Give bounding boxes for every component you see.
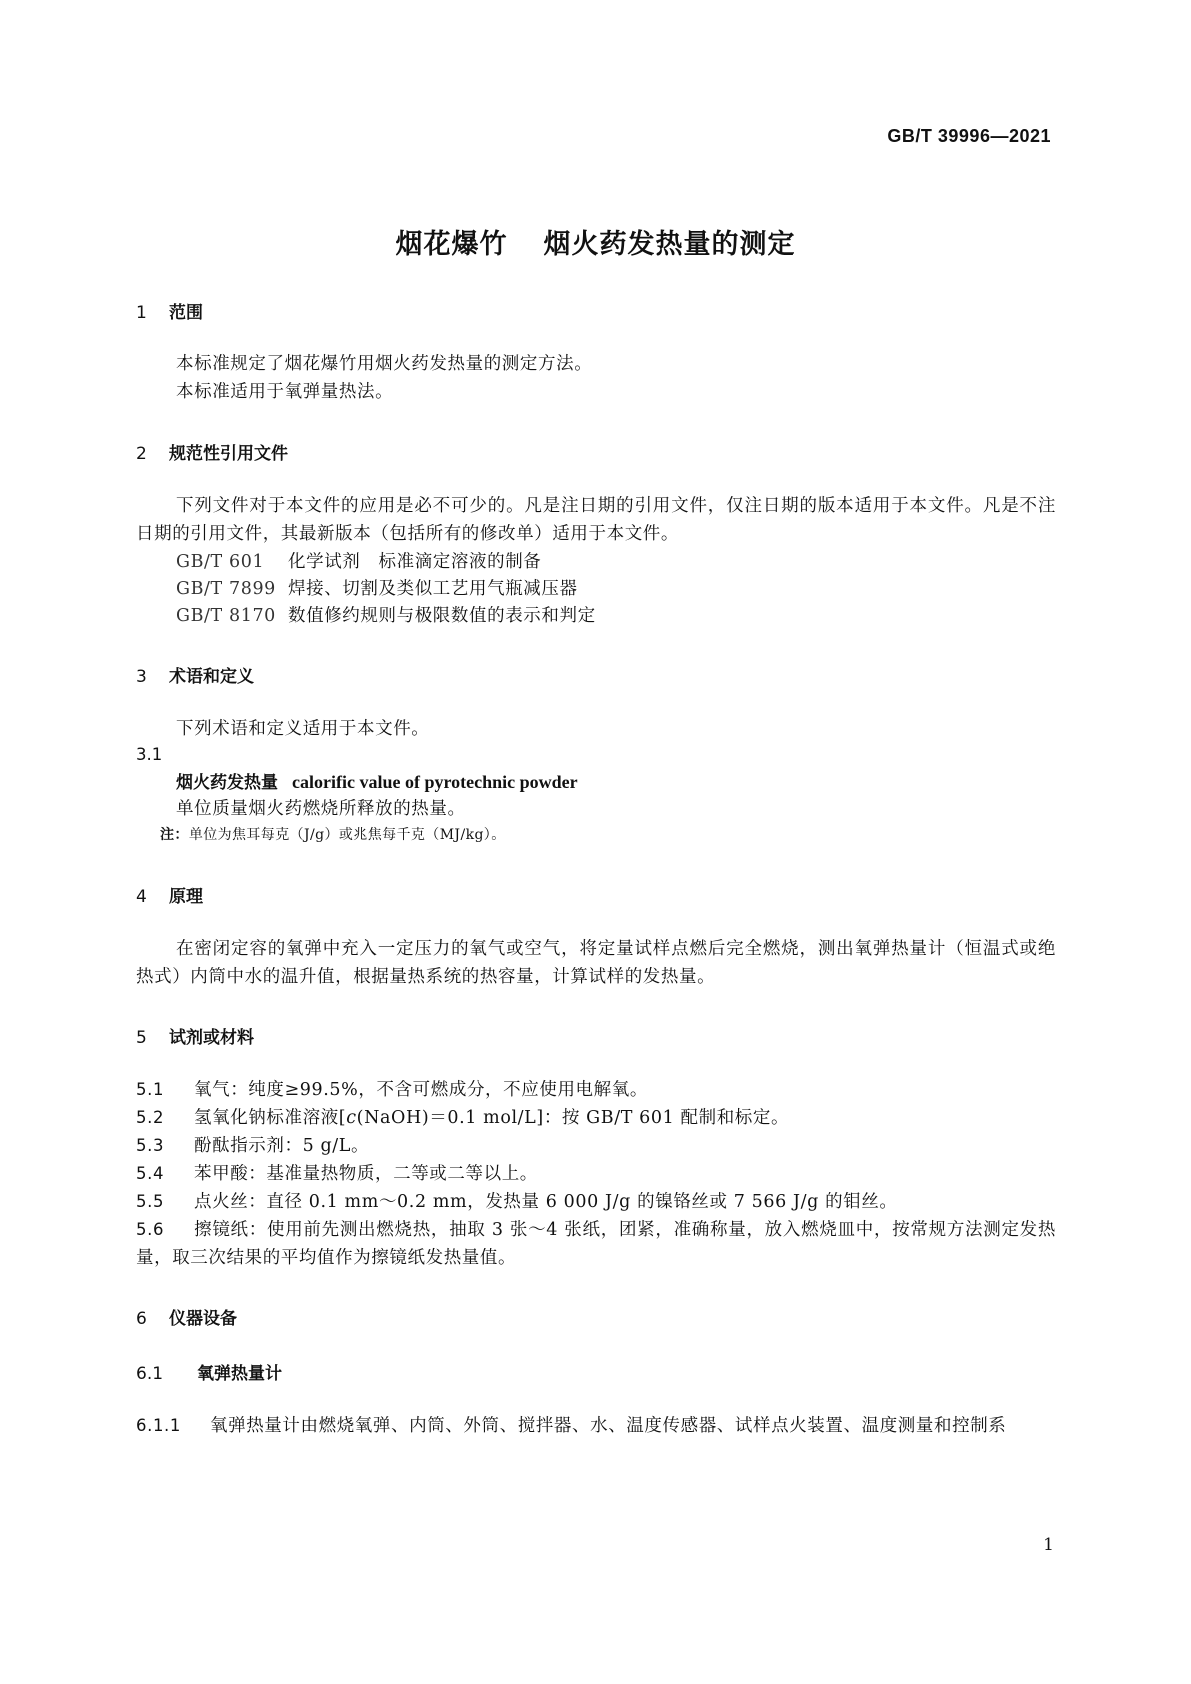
section-number: 6 bbox=[136, 1309, 147, 1329]
section-4-heading bbox=[136, 882, 1056, 907]
section-1-heading bbox=[136, 298, 1056, 323]
reference-title: 焊接、切割及类似工艺用气瓶减压器 bbox=[288, 579, 578, 599]
paragraph: 在密闭定容的氧弹中充入一定压力的氧气或空气，将定量试样点燃后完全燃烧，测出氧弹热量计（恒温式或绝热式）内筒中水的温升值，根据量热系统的热容量，计算试样的发热量。 bbox=[136, 939, 1056, 987]
list-item bbox=[136, 1188, 1056, 1216]
item-text: 苯甲酸：基准量热物质，二等或二等以上。 bbox=[194, 1164, 538, 1184]
item-number: 6.1.1 bbox=[136, 1416, 181, 1435]
item-number: 5.4 bbox=[136, 1164, 165, 1183]
section-2 bbox=[136, 439, 1056, 464]
item-text: 氢氧化钠标准溶液[ bbox=[194, 1108, 347, 1128]
item-text: 擦镜纸：使用前先测出燃烧热，抽取 3 张～4 张纸，团紧，准确称量，放入燃烧皿中，按常规方法测定发热量，取三次结果的平均值作为擦镜纸发热量值。 bbox=[136, 1220, 1056, 1268]
section-1 bbox=[136, 298, 1056, 323]
section-3-body bbox=[136, 715, 1056, 844]
section-title: 原理 bbox=[169, 887, 203, 907]
reference-code: GB/T 8170 bbox=[176, 606, 276, 626]
section-title: 试剂或材料 bbox=[169, 1028, 254, 1048]
reference-item bbox=[136, 548, 1056, 573]
section-4 bbox=[136, 882, 1056, 907]
section-4-body bbox=[136, 935, 1056, 991]
list-item bbox=[136, 1160, 1056, 1188]
section-number: 2 bbox=[136, 444, 147, 464]
list-item bbox=[136, 1412, 1056, 1437]
section-5-heading bbox=[136, 1023, 1056, 1048]
document-title bbox=[0, 222, 1191, 261]
section-title: 仪器设备 bbox=[169, 1309, 237, 1329]
reference-code: GB/T 7899 bbox=[176, 579, 276, 599]
item-number: 5.6 bbox=[136, 1220, 165, 1239]
paragraph: 下列文件对于本文件的应用是必不可少的。凡是注日期的引用文件，仅注日期的版本适用于本文件。凡是不注日期的引用文件，其最新版本（包括所有的修改单）适用于本文件。 bbox=[136, 496, 1056, 544]
reference-code: GB/T 601 bbox=[176, 552, 265, 572]
section-title: 术语和定义 bbox=[169, 667, 254, 687]
item-text: (NaOH)＝0.1 mol/L]：按 GB/T 601 配制和标定。 bbox=[356, 1108, 790, 1128]
item-number: 5.2 bbox=[136, 1108, 165, 1127]
section-6-heading bbox=[136, 1304, 1056, 1329]
term-number: 3.1 bbox=[136, 745, 163, 764]
section-5-body bbox=[136, 1076, 1056, 1272]
page-number: 1 bbox=[1043, 1535, 1054, 1555]
reference-title: 数值修约规则与极限数值的表示和判定 bbox=[288, 606, 596, 626]
section-number: 4 bbox=[136, 887, 147, 907]
clause-6-1-1 bbox=[136, 1412, 1056, 1437]
section-2-heading bbox=[136, 439, 1056, 464]
subsection-title: 氧弹热量计 bbox=[197, 1364, 282, 1384]
paragraph: 本标准规定了烟花爆竹用烟火药发热量的测定方法。 bbox=[176, 354, 593, 374]
item-number: 5.3 bbox=[136, 1136, 165, 1155]
section-3 bbox=[136, 662, 1056, 687]
list-item bbox=[136, 1216, 1056, 1272]
title-part1: 烟花爆竹 bbox=[395, 229, 508, 260]
section-title: 范围 bbox=[169, 303, 203, 323]
subsection-number: 6.1 bbox=[136, 1364, 164, 1384]
note bbox=[136, 824, 1056, 844]
paragraph: 下列术语和定义适用于本文件。 bbox=[176, 719, 430, 739]
item-text: 酚酞指示剂：5 g/L。 bbox=[194, 1136, 370, 1156]
subsection-6-1 bbox=[136, 1359, 1056, 1384]
list-item bbox=[136, 1076, 1056, 1104]
reference-item bbox=[136, 602, 1056, 627]
section-2-body bbox=[136, 492, 1056, 627]
section-title: 规范性引用文件 bbox=[169, 444, 288, 464]
title-part2: 烟火药发热量的测定 bbox=[543, 229, 796, 260]
item-text: 点火丝：直径 0.1 mm～0.2 mm，发热量 6 000 J/g 的镍铬丝或 7 566 J/g 的钼丝。 bbox=[194, 1192, 898, 1212]
section-number: 3 bbox=[136, 667, 147, 687]
term-english: calorific value of pyrotechnic powder bbox=[292, 772, 578, 792]
item-number: 5.1 bbox=[136, 1080, 165, 1099]
term-chinese: 烟火药发热量 bbox=[176, 773, 278, 793]
standard-number: GB/T 39996—2021 bbox=[887, 126, 1051, 146]
section-number: 5 bbox=[136, 1028, 147, 1048]
term-entry bbox=[136, 768, 1056, 793]
item-text-italic: c bbox=[346, 1108, 357, 1128]
section-number: 1 bbox=[136, 303, 147, 323]
list-item bbox=[136, 1104, 1056, 1132]
reference-item bbox=[136, 575, 1056, 600]
section-5 bbox=[136, 1023, 1056, 1048]
section-3-heading bbox=[136, 662, 1056, 687]
subsection-heading bbox=[136, 1359, 1056, 1384]
term-definition: 单位质量烟火药燃烧所释放的热量。 bbox=[176, 799, 466, 819]
reference-title: 化学试剂 标准滴定溶液的制备 bbox=[288, 552, 542, 572]
note-label: 注： bbox=[160, 827, 189, 843]
item-text: 氧气：纯度≥99.5%，不含可燃成分，不应使用电解氧。 bbox=[194, 1080, 648, 1100]
section-6 bbox=[136, 1304, 1056, 1329]
section-1-body bbox=[136, 350, 1056, 406]
item-text: 氧弹热量计由燃烧氧弹、内筒、外筒、搅拌器、水、温度传感器、试样点火装置、温度测量和控制系 bbox=[210, 1416, 1007, 1436]
paragraph: 本标准适用于氧弹量热法。 bbox=[176, 382, 394, 402]
note-text: 单位为焦耳每克（J/g）或兆焦每千克（MJ/kg）。 bbox=[188, 827, 506, 843]
item-number: 5.5 bbox=[136, 1192, 165, 1211]
list-item bbox=[136, 1132, 1056, 1160]
